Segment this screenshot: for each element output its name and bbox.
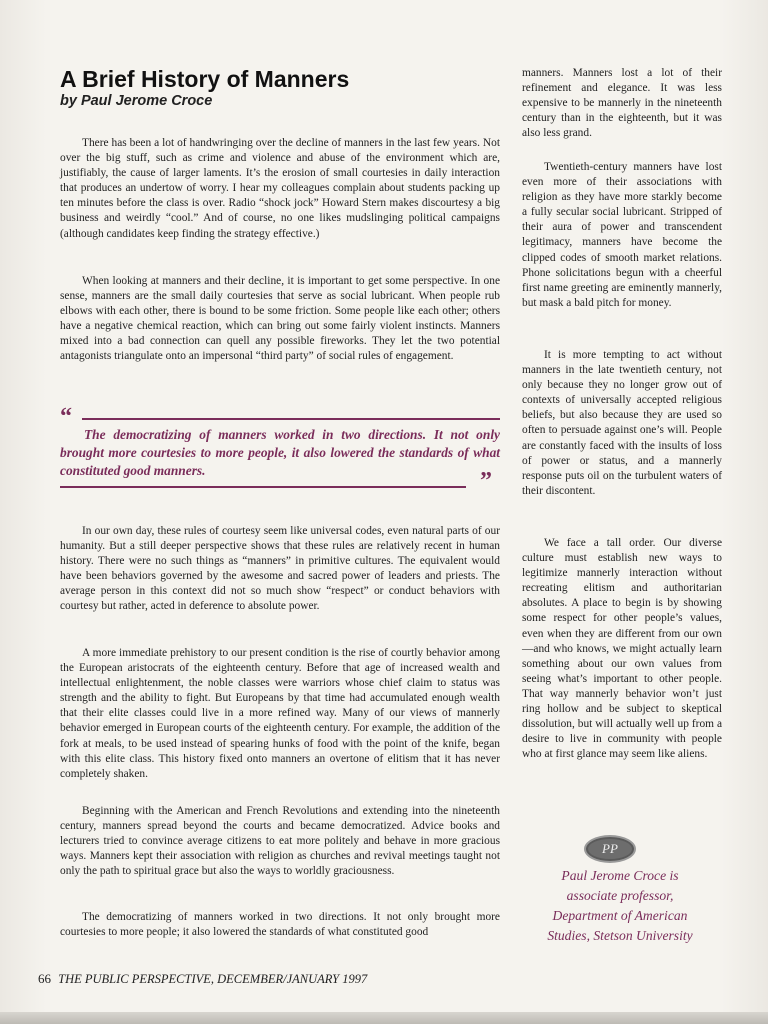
paragraph-9: It is more tempting to act without manners in the late twentieth century, not only because they no longer grow out of contexts of universally accepted religious beliefs, but also because they are used so often to persuade against one’s will. People are constantly faced with the insults of loss of power or status, and a mannerly response puts oil on the turbulent waters of their discontent.	[522, 349, 722, 497]
bio-line: Studies, Stetson University	[547, 928, 693, 943]
paragraph-5: Beginning with the American and French Revolutions and extending into the nineteenth century, manners spread beyond the courts and became democratized. Advice books and lecturers tried to convince average citizens to eat more politely and behave in more gracious ways. Manners kept their association with religion as churches and revival meetings taught not only the path to spiritual grace but also the ways to worldly graciousness.	[60, 805, 500, 878]
paragraph-2: When looking at manners and their decline, it is important to get some perspective. In one sense, manners are the small daily courtesies that serve as social lubricant. When people rub elbows with each other, there is bound to be some friction. Some people like each other; others have a negative chemical reaction, which can bring out some fairly violent instincts. Manners mixed into a bad connection can quell any possible fireworks. They let the two potential antagonists triangulate onto an impersonal “third party” of social rules of engagement.	[60, 275, 500, 363]
left-column	[60, 66, 500, 939]
paragraph-7: manners. Manners lost a lot of their refinement and elegance. It was less expensive to be mannerly in the nineteenth century than in the eighteenth, but it was also less grand.	[522, 67, 722, 140]
paragraph-6: The democratizing of manners worked in two directions. It not only brought more courtesies to more people; it also lowered the standards of what constituted good	[60, 911, 500, 939]
page-number: 66	[38, 971, 51, 986]
publication-line: THE PUBLIC PERSPECTIVE, DECEMBER/JANUARY 1997	[58, 972, 368, 986]
scan-edge	[0, 1012, 768, 1024]
paragraph-10: We face a tall order. Our diverse culture must establish new ways to legitimize mannerly interaction without recreating elitism and authoritarian absolutes. A place to begin is by showing some respect for other people’s values, even when they are different from our own—and who knows, we might actually learn something about our own values from seeing what’s important to other people. That way mannerly behavior won’t just ring hollow and be subject to skeptical dissolution, but will actually well up from a desire to live in community with people who at first glance may seem like aliens.	[522, 537, 722, 761]
bio-line: Department of American	[552, 908, 688, 923]
article-title: A Brief History of Manners	[60, 66, 350, 92]
pull-quote-bottom-rule	[60, 486, 466, 488]
pull-quote-top-rule	[82, 418, 500, 420]
page-footer	[38, 971, 367, 987]
paragraph-4: A more immediate prehistory to our present condition is the rise of courtly behavior among the European aristocrats of the eighteenth century. Before that age of increased wealth and intellectual enlightenment, the noble classes were warriors whose chief claim to status was strength and the ability to fight. But Europeans by that time had accumulated enough wealth that their elite classes could live in a more refined way. Many of our views of mannerly behavior emerged in European courts of the eighteenth century. For example, the addition of the fork at meals, to be used instead of spearing hunks of food with the point of the knife, began with this elite class. This history fixed onto manners an overtone of elitism that it has never completely shaken.	[60, 647, 500, 780]
article-byline: by Paul Jerome Croce	[60, 93, 213, 109]
public-perspective-logo-icon	[584, 835, 636, 863]
paragraph-3: In our own day, these rules of courtesy seem like universal codes, even natural parts of our humanity. But a still deeper perspective shows that these rules are relatively recent in human history. There were no such things as “manners” in primitive cultures. The equivalent would have been behaviors governed by the awesome and sacred power of leaders and priests. The average person in this context did not so much show “respect” or conduct behaviors with courtesy but rather, acted in deference to absolute power.	[60, 525, 500, 613]
pull-quote	[60, 404, 500, 496]
bio-line: associate professor,	[566, 888, 674, 903]
paragraph-1: There has been a lot of handwringing over the decline of manners in the last few years. Not over the big stuff, such as crime and violence and abuse of the environment which are, justifiably, the cause of larger laments. It’s the erosion of small courtesies in daily interaction that produces an undertow of worry. I hear my colleagues complain about students packing up ten minutes before the class is over. Radio “shock jock” Howard Stern makes discourtesy a big business and weirdly “cool.” And of course, no one likes mudslinging political campaigns (although candidates keep finding the strategy effective.)	[60, 137, 500, 240]
paragraph-8: Twentieth-century manners have lost even more of their associations with religion as they have more starkly become a fully secular social lubricant. Stripped of their aura of power and transcendent legitimacy, manners have become the clipped codes of smooth market relations. Phone solicitations begun with a cheerful first name greeting are eminently mannerly, but mask a bald pitch for money.	[522, 161, 722, 309]
pull-quote-text: The democratizing of manners worked in two directions. It not only brought more courtesies to more people, it also lowered the standards of what constituted good manners.	[60, 427, 500, 478]
logo-text: PP	[602, 841, 618, 856]
open-quote-mark: “	[60, 404, 72, 430]
close-quote-mark: ”	[480, 468, 492, 494]
bio-line: Paul Jerome Croce is	[561, 868, 679, 883]
author-bio	[510, 866, 730, 946]
